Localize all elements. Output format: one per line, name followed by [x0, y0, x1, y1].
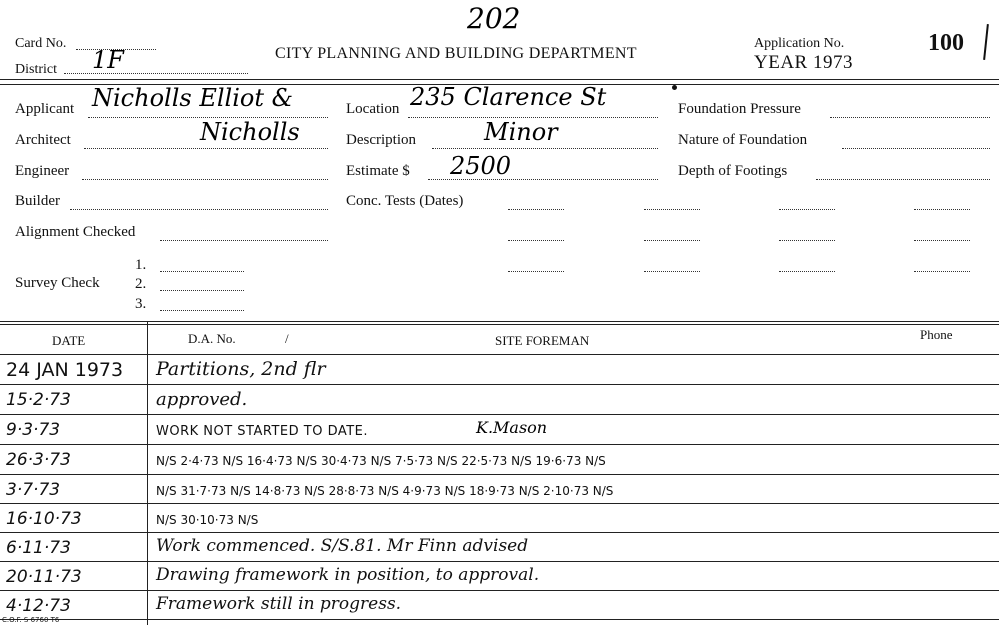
foundation-pressure-line	[830, 117, 990, 118]
row-entry: Drawing framework in position, to approval.	[156, 565, 540, 585]
row-border	[0, 384, 999, 385]
description-value: Minor	[484, 118, 558, 146]
card-no-label: Card No.	[15, 36, 67, 51]
row-entry: approved.	[156, 389, 248, 410]
survey-number-1: 1.	[135, 257, 147, 273]
estimate-value: 2500	[450, 152, 512, 180]
survey-number-3: 3.	[135, 296, 147, 312]
survey-number-2: 2.	[135, 276, 147, 292]
alignment-line	[160, 240, 328, 241]
da-no-slash: /	[285, 331, 289, 346]
header-border	[0, 79, 999, 80]
district-label: District	[15, 62, 57, 77]
row-border	[0, 474, 999, 475]
engineer-line	[82, 179, 328, 180]
conc-line	[779, 271, 835, 272]
row-date: 15·2·73	[6, 390, 71, 410]
year-label: YEAR 1973	[754, 52, 853, 73]
builder-label: Builder	[15, 193, 60, 209]
row-border	[0, 561, 999, 562]
row-entry: Partitions, 2nd flr	[156, 358, 326, 380]
row-entry: Framework still in progress.	[156, 594, 402, 614]
applicant-label: Applicant	[15, 101, 75, 117]
row-date: 6·11·73	[6, 538, 71, 558]
conc-line	[779, 240, 835, 241]
row-date: 9·3·73	[6, 420, 61, 440]
survey-line-2	[160, 290, 244, 291]
row-border	[0, 619, 999, 620]
row-entry: N/S 31·7·73 N/S 14·8·73 N/S 28·8·73 N/S 4·9·73 N/S 18·9·73 N/S 2·10·73 N/S	[156, 484, 614, 498]
conc-line	[508, 209, 564, 210]
location-value: 235 Clarence St	[410, 83, 607, 111]
site-foreman-header: SITE FOREMAN	[495, 333, 590, 348]
row-date: 24 JAN 1973	[6, 359, 124, 381]
table-top-border	[0, 321, 999, 322]
row-entry: N/S 30·10·73 N/S	[156, 513, 259, 527]
row-date: 26·3·73	[6, 450, 71, 470]
card-top-number: 202	[467, 2, 521, 35]
survey-line-1	[160, 271, 244, 272]
location-label: Location	[346, 101, 400, 117]
description-label: Description	[346, 132, 416, 148]
nature-foundation-label: Nature of Foundation	[678, 132, 808, 148]
row-border	[0, 532, 999, 533]
punch-dot	[672, 85, 677, 90]
conc-tests-label: Conc. Tests (Dates)	[346, 193, 464, 209]
architect-label: Architect	[15, 132, 71, 148]
description-line	[432, 148, 658, 149]
table-top-border-2	[0, 324, 999, 325]
engineer-label: Engineer	[15, 163, 70, 179]
applicant-value: Nicholls Elliot &	[92, 84, 293, 112]
row-initials: K.Mason	[476, 418, 548, 437]
survey-line-3	[160, 310, 244, 311]
architect-line	[84, 148, 328, 149]
row-entry: Work commenced. S/S.81. Mr Finn advised	[156, 536, 529, 556]
application-no-label: Application No.	[754, 36, 845, 51]
builder-line	[70, 209, 328, 210]
row-entry: WORK NOT STARTED TO DATE.	[156, 424, 369, 439]
row-date: 16·10·73	[6, 509, 82, 529]
depth-footings-label: Depth of Footings	[678, 163, 788, 179]
application-number: 100	[928, 30, 964, 56]
row-date: 3·7·73	[6, 480, 61, 500]
foundation-pressure-label: Foundation Pressure	[678, 101, 801, 117]
date-header: DATE	[52, 333, 86, 348]
form-code: C.O.F. S 6760 T6	[2, 616, 60, 624]
conc-line	[914, 209, 970, 210]
phone-header: Phone	[920, 327, 953, 342]
row-date: 20·11·73	[6, 567, 82, 587]
row-entry: N/S 2·4·73 N/S 16·4·73 N/S 30·4·73 N/S 7·5·73 N/S 22·5·73 N/S 19·6·73 N/S	[156, 454, 606, 468]
conc-line	[779, 209, 835, 210]
nature-foundation-line	[842, 148, 990, 149]
header-row-border	[0, 354, 999, 355]
conc-line	[644, 209, 700, 210]
row-border	[0, 444, 999, 445]
depth-footings-line	[816, 179, 990, 180]
conc-line	[914, 271, 970, 272]
application-number-stroke	[983, 24, 989, 60]
conc-line	[914, 240, 970, 241]
alignment-label: Alignment Checked	[15, 224, 136, 240]
row-border	[0, 414, 999, 415]
row-border	[0, 590, 999, 591]
conc-line	[508, 271, 564, 272]
row-date: 4·12·73	[6, 596, 71, 616]
row-border	[0, 503, 999, 504]
conc-line	[644, 271, 700, 272]
conc-line	[644, 240, 700, 241]
da-no-header: D.A. No.	[188, 331, 236, 346]
estimate-label: Estimate $	[346, 163, 410, 179]
architect-value: Nicholls	[200, 118, 300, 146]
department-title: CITY PLANNING AND BUILDING DEPARTMENT	[275, 45, 637, 62]
conc-line	[508, 240, 564, 241]
district-value: 1F	[92, 46, 124, 74]
survey-check-label: Survey Check	[15, 275, 100, 291]
